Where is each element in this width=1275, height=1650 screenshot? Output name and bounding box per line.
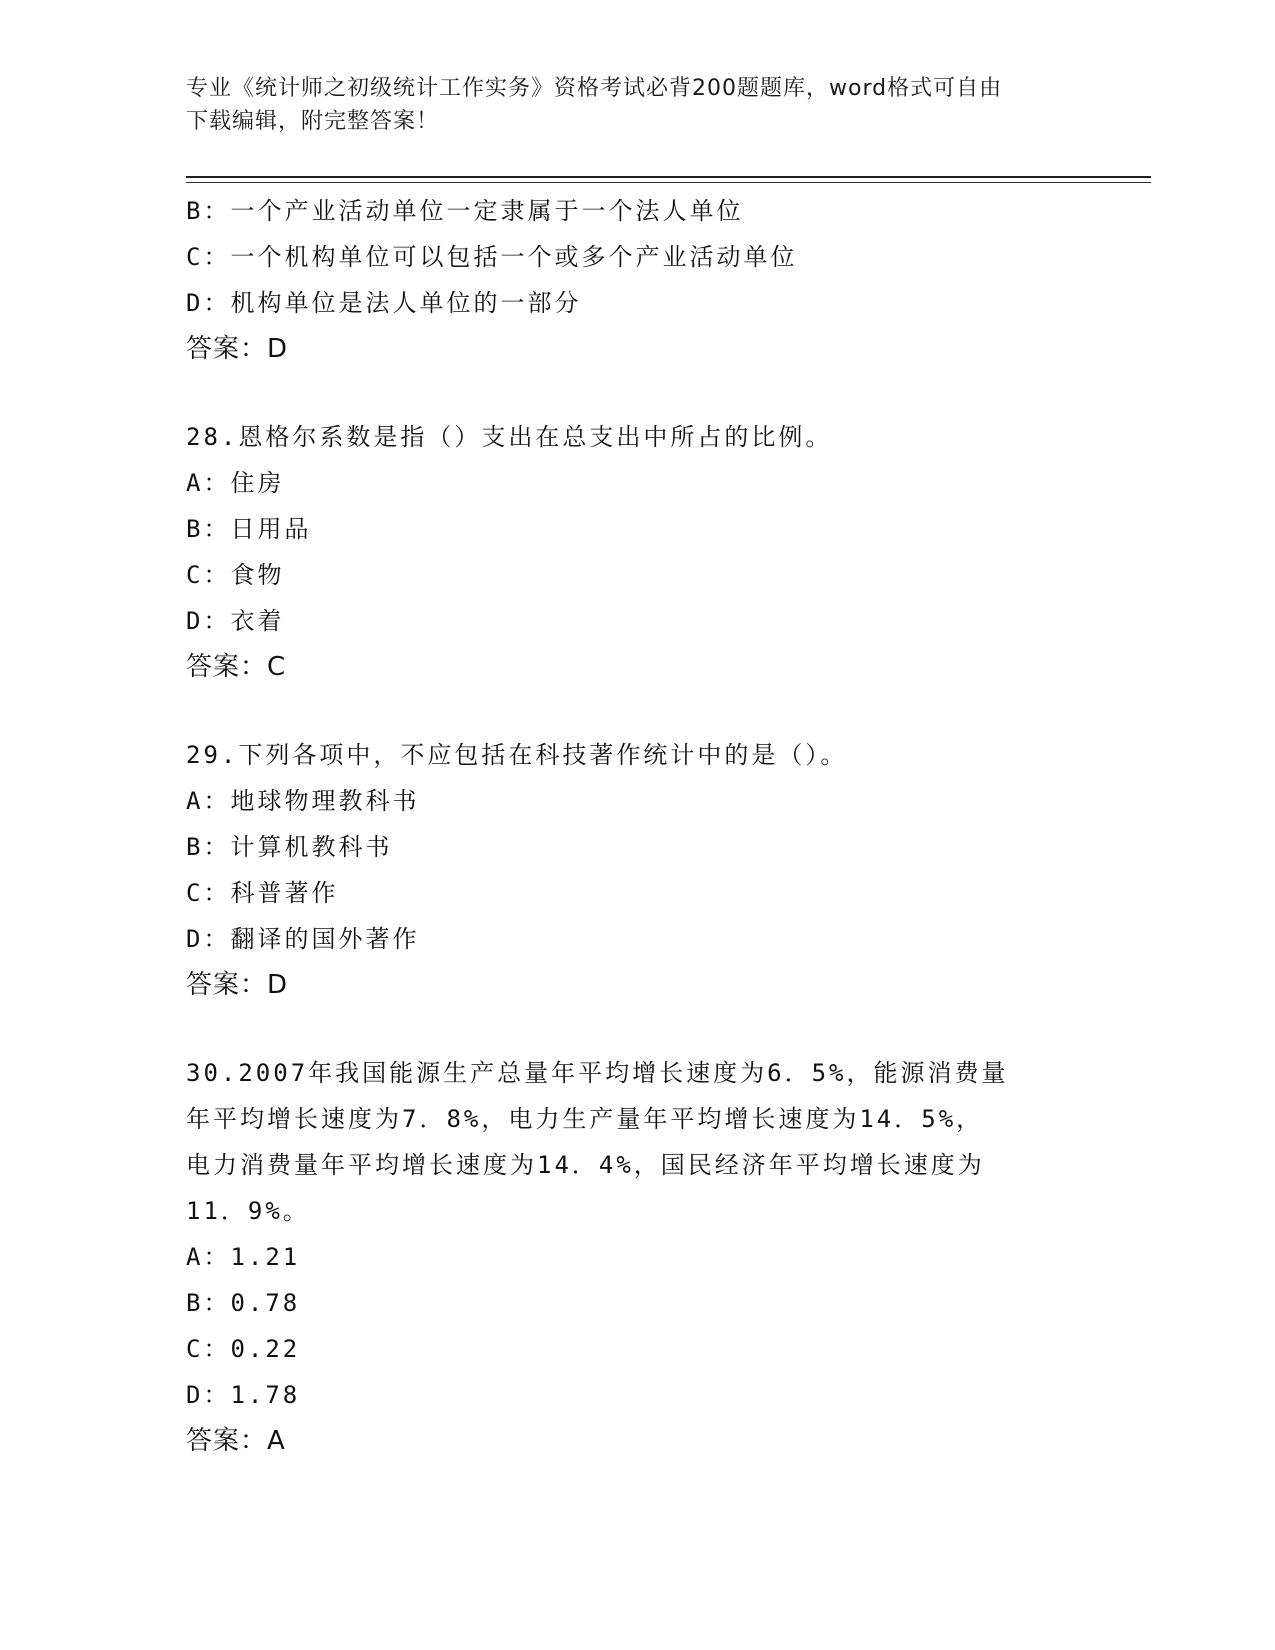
document-header <box>186 72 1066 138</box>
question-27-continued <box>186 188 1086 372</box>
option-c: C：0.22 <box>186 1335 301 1363</box>
question-stem-line-2: 年平均增长速度为7．8%，电力生产量年平均增长速度为14．5%， <box>186 1105 984 1133</box>
answer-line: 答案：D <box>186 970 289 1000</box>
option-b: B：日用品 <box>186 515 312 543</box>
question-stem: 29.下列各项中，不应包括在科技著作统计中的是（）。 <box>186 741 848 769</box>
question-29 <box>186 732 1086 1008</box>
header-divider-thin <box>186 182 1151 183</box>
header-line-1: 专业《统计师之初级统计工作实务》资格考试必背200题题库，word格式可自由 <box>186 76 1003 101</box>
question-content <box>186 188 1086 1464</box>
option-b: B：计算机教科书 <box>186 833 393 861</box>
option-c: C：科普著作 <box>186 879 339 907</box>
answer-line: 答案：A <box>186 1426 286 1456</box>
question-spacer <box>186 1008 1086 1050</box>
question-stem-line-1: 30.2007年我国能源生产总量年平均增长速度为6．5%，能源消费量 <box>186 1059 1009 1087</box>
answer-line: 答案：C <box>186 652 287 682</box>
option-b: B：0.78 <box>186 1289 301 1317</box>
question-stem: 28.恩格尔系数是指（）支出在总支出中所占的比例。 <box>186 423 833 451</box>
option-d: D：1.78 <box>186 1381 301 1409</box>
option-c: C：一个机构单位可以包括一个或多个产业活动单位 <box>186 243 798 271</box>
option-d: D：衣着 <box>186 607 285 635</box>
question-stem-line-3: 电力消费量年平均增长速度为14．4%，国民经济年平均增长速度为 <box>186 1151 985 1179</box>
question-spacer <box>186 690 1086 732</box>
question-28 <box>186 414 1086 690</box>
option-a: A：1.21 <box>186 1243 301 1271</box>
option-a: A：住房 <box>186 469 285 497</box>
option-b: B：一个产业活动单位一定隶属于一个法人单位 <box>186 197 744 225</box>
header-divider-thick <box>186 176 1151 178</box>
header-line-2: 下载编辑，附完整答案！ <box>186 109 440 134</box>
question-spacer <box>186 372 1086 414</box>
option-d: D：机构单位是法人单位的一部分 <box>186 289 582 317</box>
question-stem-line-4: 11．9%。 <box>186 1197 310 1225</box>
question-30 <box>186 1050 1086 1464</box>
option-c: C：食物 <box>186 561 285 589</box>
option-a: A：地球物理教科书 <box>186 787 420 815</box>
option-d: D：翻译的国外著作 <box>186 925 420 953</box>
answer-line: 答案：D <box>186 334 289 364</box>
